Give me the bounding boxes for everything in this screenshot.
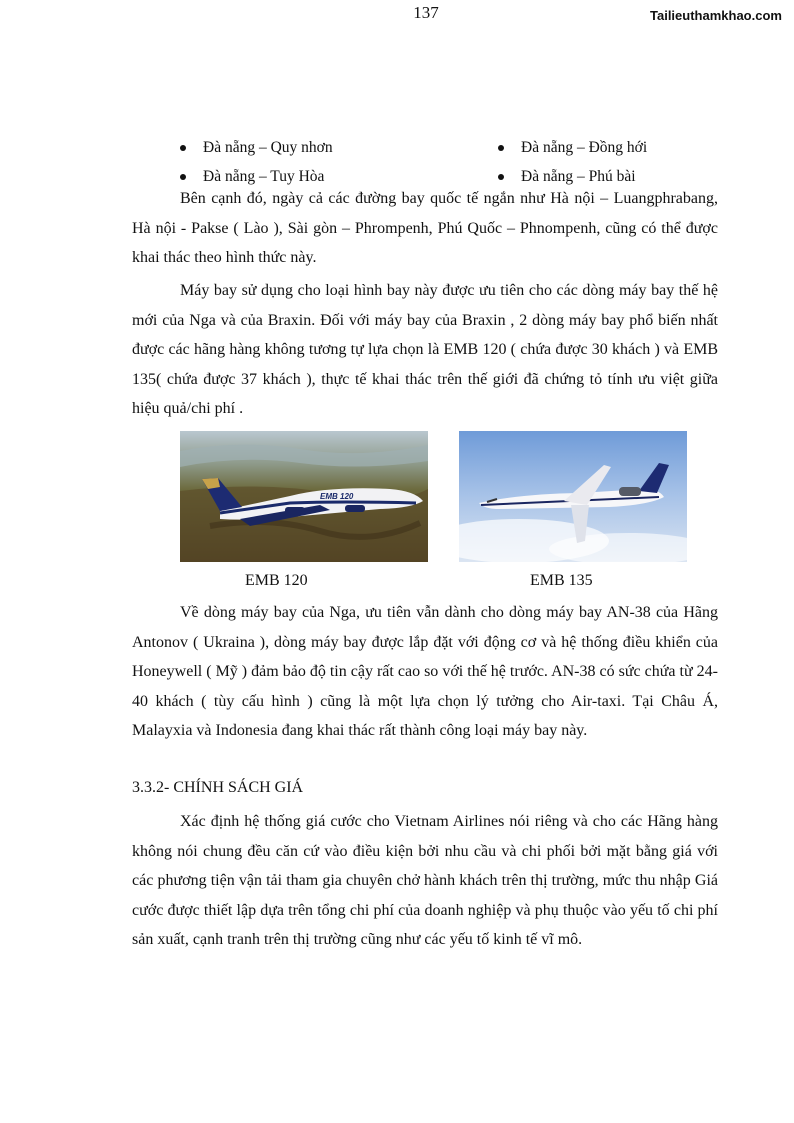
list-item: Đà nẵng – Quy nhơn (180, 139, 498, 157)
list-item: Đà nẵng – Đồng hới (498, 139, 647, 157)
bullet-icon (498, 174, 504, 180)
bullet-icon (180, 145, 186, 151)
emb-120-photo (180, 431, 428, 562)
paragraph-russian-aircraft: Về dòng máy bay của Nga, ưu tiên vẫn dành cho dòng máy bay AN-38 của Hãng Antonov ( Ukraina ), dòng máy bay được lắp đặt với động cơ và hệ thống điều khiển của Honeywell ( Mỹ ) đảm bảo độ tin cậy rất cao so với thế hệ trước. AN-38 có sức chứa từ 24-40 khách ( tùy cấu hình ) cũng là một lựa chọn lý tưởng cho Air-taxi. Tại Châu Á, Malayxia và Indonesia đang khai thác rất thành công loại máy bay này. (132, 604, 718, 739)
bullet-icon (180, 174, 186, 180)
bullet-row (180, 133, 740, 162)
fuselage-lettering: EMB 120 (320, 492, 354, 501)
figure-caption-emb-120: EMB 120 (245, 572, 308, 589)
emb-135-photo (459, 431, 687, 562)
paragraph-pricing-policy: Xác định hệ thống giá cước cho Vietnam Airlines nói riêng và cho các Hãng hàng không nói chung đều căn cứ vào điều kiện bởi nhu cầu và chi phối bởi mặt bằng giá với các phương tiện vận tải tham gia chuyên chở hành khách trên thị trường, mức thu nhập Giá cước được thiết lập dựa trên tổng chi phí của doanh nghiệp và phụ thuộc vào yếu tố chi phí sản xuất, cạnh tranh trên thị trường cũng như các yếu tố kinh tế vĩ mô. (132, 813, 718, 948)
paragraph-international-routes: Bên cạnh đó, ngày cả các đường bay quốc tế ngắn như Hà nội – Luangphrabang, Hà nội - Pakse ( Lào ), Sài gòn – Phrompenh, Phú Quốc – Phnompenh, cũng có thể được khai thác theo hình thức này. (132, 190, 718, 266)
paragraph-brazilian-aircraft: Máy bay sử dụng cho loại hình bay này được ưu tiên cho các dòng máy bay thế hệ mới của Nga và của Braxin. Đối với máy bay của Braxin , 2 dòng máy bay phổ biến nhất được các hãng hàng không tương tự lựa chọn là EMB 120 ( chứa được 30 khách ) và EMB 135( chứa được 37 khách ), thực tế khai thác trên thế giới đã chứng tỏ tính ưu việt giữa hiệu quả/chi phí . (132, 282, 718, 417)
list-item: Đà nẵng – Phú bài (498, 168, 636, 186)
page-number: 137 (413, 3, 439, 22)
bullet-icon (498, 145, 504, 151)
section-heading: 3.3.2- CHÍNH SÁCH GIÁ (132, 779, 304, 796)
watermark: Tailieuthamkhao.com (650, 8, 782, 23)
route-bullet-list (180, 133, 740, 191)
list-item: Đà nẵng – Tuy Hòa (180, 168, 498, 186)
figure-caption-emb-135: EMB 135 (530, 572, 593, 589)
